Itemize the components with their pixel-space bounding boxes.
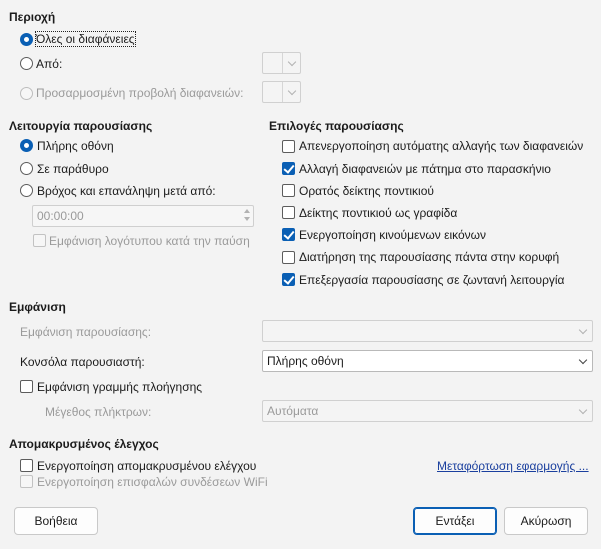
download-app-link[interactable]: Μεταφόρτωση εφαρμογής ... — [437, 459, 589, 473]
fullscreen-label[interactable]: Πλήρης οθόνη — [37, 139, 114, 153]
presenter-console-label: Κονσόλα παρουσιαστή: — [20, 355, 145, 369]
options-section-title: Επιλογές παρουσίασης — [269, 119, 404, 133]
presenter-console-select[interactable] — [262, 350, 593, 372]
from-radio[interactable] — [20, 57, 33, 70]
chevron-down-icon — [579, 405, 587, 413]
window-label[interactable]: Σε παράθυρο — [37, 162, 109, 176]
chevron-down-icon — [579, 355, 587, 363]
option-label-animated-images[interactable]: Ενεργοποίηση κινούμενων εικόνων — [299, 228, 487, 242]
chevron-down-icon — [579, 325, 587, 333]
option-checkbox-always-on-top[interactable] — [282, 251, 295, 264]
mode-section-title: Λειτουργία παρουσίασης — [9, 119, 153, 133]
option-label-live-editing[interactable]: Επεξεργασία παρουσίασης σε ζωντανή λειτουργία — [299, 273, 565, 287]
option-checkbox-pointer-visible[interactable] — [282, 184, 295, 197]
show-logo-label: Εμφάνιση λογότυπου κατά την παύση — [49, 234, 250, 248]
ok-button[interactable]: Εντάξει — [413, 507, 497, 535]
button-size-value: Αυτόματα — [267, 404, 319, 418]
button-size-select[interactable] — [262, 400, 593, 422]
presenter-console-value: Πλήρης οθόνη — [267, 354, 344, 368]
cancel-button[interactable]: Ακύρωση — [504, 507, 588, 535]
chevron-down-icon — [287, 57, 295, 65]
option-label-auto-advance[interactable]: Απενεργοποίηση αυτόματης αλλαγής των διαφανειών — [299, 139, 584, 153]
help-button[interactable]: Βοήθεια — [14, 507, 98, 535]
spin-down-icon — [244, 217, 250, 221]
custom-show-select[interactable] — [262, 81, 301, 103]
window-radio[interactable] — [20, 162, 33, 175]
loop-time-value: 00:00:00 — [37, 209, 84, 223]
appearance-section-title: Εμφάνιση — [9, 300, 66, 314]
option-checkbox-live-editing[interactable] — [282, 273, 295, 286]
all-slides-radio[interactable] — [20, 33, 33, 46]
chevron-down-icon — [287, 86, 295, 94]
loop-label[interactable]: Βρόχος και επανάληψη μετά από: — [37, 184, 216, 198]
show-navbar-checkbox[interactable] — [20, 380, 33, 393]
option-checkbox-pointer-pen[interactable] — [282, 206, 295, 219]
loop-time-spinner[interactable] — [32, 205, 254, 227]
spin-up-icon — [244, 209, 250, 213]
option-label-pointer-pen[interactable]: Δείκτης ποντικιού ως γραφίδα — [299, 206, 458, 220]
enable-remote-label[interactable]: Ενεργοποίηση απομακρυσμένου ελέγχου — [37, 459, 257, 473]
show-logo-checkbox[interactable] — [33, 234, 46, 247]
button-size-label: Μέγεθος πλήκτρων: — [45, 405, 152, 419]
option-checkbox-animated-images[interactable] — [282, 228, 295, 241]
presentation-display-label: Εμφάνιση παρουσίασης: — [20, 325, 152, 339]
fullscreen-radio[interactable] — [20, 139, 33, 152]
insecure-wifi-checkbox[interactable] — [20, 475, 33, 488]
from-label[interactable]: Από: — [36, 57, 63, 71]
option-label-pointer-visible[interactable]: Ορατός δείκτης ποντικιού — [299, 184, 434, 198]
range-section-title: Περιοχή — [9, 10, 56, 24]
option-label-always-on-top[interactable]: Διατήρηση της παρουσίασης πάντα στην κορυφή — [299, 250, 560, 264]
show-navbar-label[interactable]: Εμφάνιση γραμμής πλοήγησης — [37, 380, 203, 394]
option-checkbox-auto-advance[interactable] — [282, 140, 295, 153]
custom-show-radio[interactable] — [20, 87, 33, 100]
insecure-wifi-label: Ενεργοποίηση επισφαλών συνδέσεων WiFi — [37, 475, 268, 489]
loop-radio[interactable] — [20, 184, 33, 197]
remote-section-title: Απομακρυσμένος έλεγχος — [9, 437, 159, 451]
spin-buttons[interactable] — [241, 207, 252, 226]
custom-show-label: Προσαρμοσμένη προβολή διαφανειών: — [36, 86, 244, 100]
option-checkbox-click-background[interactable] — [282, 162, 295, 175]
from-slide-select[interactable] — [262, 52, 301, 74]
all-slides-label[interactable]: Όλες οι διαφάνειες — [36, 32, 135, 46]
presentation-display-select[interactable] — [262, 320, 593, 342]
option-label-click-background[interactable]: Αλλαγή διαφανειών με πάτημα στο παρασκήνιο — [299, 162, 551, 176]
enable-remote-checkbox[interactable] — [20, 459, 33, 472]
